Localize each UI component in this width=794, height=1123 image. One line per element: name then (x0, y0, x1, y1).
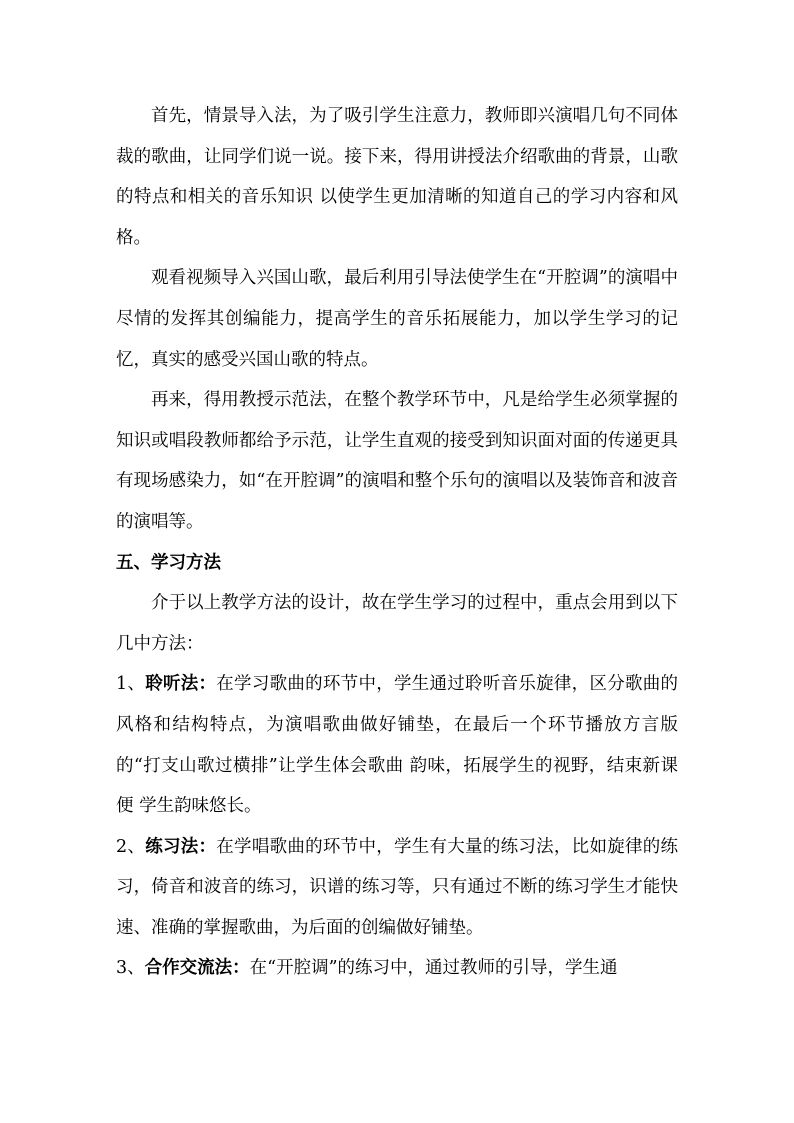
item-text: 在学唱歌曲的环节中，学生有大量的练习法，比如旋律的练习，倚音和波音的练习，识谱的练习等，只有通过不断的练习学生才能快速、准确的掌握歌曲，为后面的创编做好铺垫。 (116, 836, 679, 938)
item-term: 聆听法： (145, 674, 217, 695)
item-term: 练习法： (145, 836, 217, 857)
paragraph-demonstration: 再来，得用教授示范法，在整个教学环节中，凡是给学生必须掌握的知识或唱段教师都给予示范，让学生直观的接受到知识面对面的传递更具有现场感染力，如“在开腔调”的演唱和整个乐句的演唱以及装饰音和波音的演唱等。 (116, 390, 678, 532)
item-term: 合作交流法： (144, 958, 250, 979)
item-text: 在学习歌曲的环节中，学生通过聆听音乐旋律，区分歌曲的风格和结构特点，为演唱歌曲做好铺垫，在最后一个环节播放方言版的“打支山歌过横排”让学生体会歌曲 韵味，拓展学生的视野，结束新课便 学生韵味悠长。 (116, 674, 679, 817)
document-page (116, 96, 678, 989)
item-number: 1、 (116, 674, 146, 695)
paragraph-situational-intro: 首先，情景导入法，为了吸引学生注意力，教师即兴演唱几句不同体裁的歌曲，让同学们说一说。接下来，得用讲授法介绍歌曲的背景，山歌的特点和相关的音乐知识 以使学生更加清晰的知道自己的学习内容和风格。 (116, 106, 678, 248)
item-number: 3、 (116, 958, 145, 979)
method-item-listening (116, 664, 678, 826)
item-text: 在“开腔调”的练习中，通过教师的引导，学生通 (249, 958, 618, 979)
item-number: 2、 (116, 836, 146, 857)
method-item-cooperation (116, 948, 678, 989)
section-intro-paragraph: 介于以上教学方法的设计，故在学生学习的过程中，重点会用到以下几中方法： (116, 593, 678, 654)
section-heading-learning-methods: 五、学习方法 (116, 552, 221, 573)
paragraph-video-intro: 观看视频导入兴国山歌，最后利用引导法使学生在“开腔调”的演唱中尽情的发挥其创编能力，提高学生的音乐拓展能力，加以学生学习的记忆，真实的感受兴国山歌的特点。 (116, 268, 678, 370)
method-item-practice (116, 827, 678, 949)
